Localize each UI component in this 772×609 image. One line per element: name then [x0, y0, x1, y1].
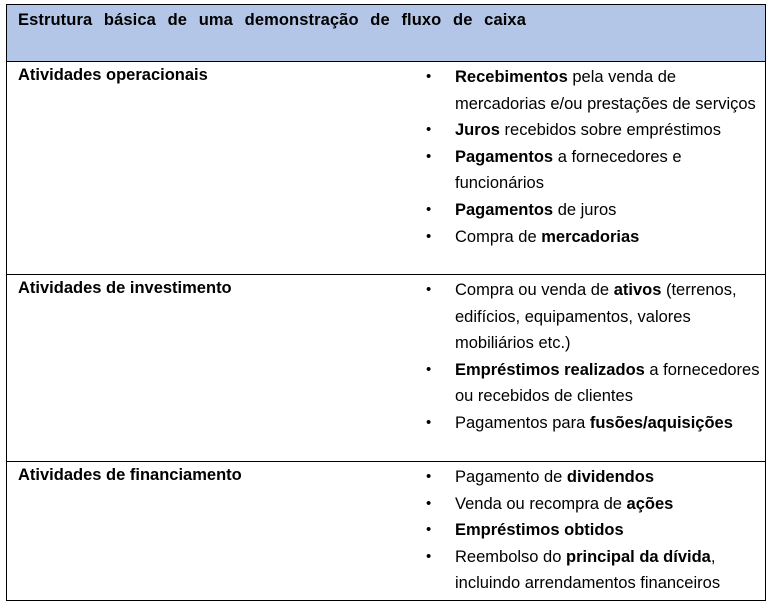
list-item [419, 464, 765, 491]
bullet-icon: • [426, 521, 432, 539]
item-text: Pagamentos para [455, 413, 590, 432]
list-item [419, 277, 765, 357]
item-text: Reembolso do [455, 547, 566, 566]
list-item [419, 197, 765, 224]
item-text: Pagamento de [455, 468, 567, 486]
item-text: a fornecedores ou recebidos de clientes [455, 360, 760, 406]
item-text: Compra de [455, 227, 542, 246]
item-text: Compra ou venda de [455, 281, 614, 299]
list-item [419, 410, 765, 437]
bold-text: Pagamentos [455, 147, 554, 166]
item-list [419, 275, 765, 461]
bold-text: ativos [613, 281, 662, 299]
bold-text: mercadorias [541, 227, 640, 246]
bullet-icon: • [426, 227, 432, 245]
bullet-icon: • [426, 281, 432, 298]
row-operating-activities [7, 62, 765, 275]
bold-text: dividendos [566, 468, 655, 486]
list-item [419, 64, 765, 117]
item-text: (terrenos, edifícios, equipamentos, valores mobiliários etc.) [455, 281, 737, 353]
bullet-icon: • [426, 68, 432, 85]
bullet-icon: • [426, 147, 432, 165]
bullet-icon: • [426, 413, 432, 431]
row-financing-activities [7, 462, 765, 600]
item-text: , incluindo arrendamentos financeiros [455, 547, 721, 593]
list-item [419, 144, 765, 197]
row-label: Atividades de investimento [18, 279, 232, 297]
list-item [419, 224, 765, 251]
bullet-icon: • [426, 360, 432, 378]
bold-text: Recebimentos [455, 68, 568, 86]
bold-text: Empréstimos obtidos [455, 521, 624, 540]
list-item [419, 517, 765, 544]
table-title: Estrutura básica de uma demonstração de fluxo de caixa [7, 5, 765, 62]
bullet-icon: • [426, 547, 432, 565]
item-text: recebidos sobre empréstimos [499, 121, 721, 140]
item-text: pela venda de mercadorias e/ou prestações de serviços [455, 68, 756, 113]
bold-text: Pagamentos [455, 200, 554, 219]
item-list [419, 462, 765, 600]
row-label: Atividades de financiamento [18, 466, 242, 484]
item-list [419, 62, 765, 274]
bold-text: ações [626, 494, 674, 513]
bullet-icon: • [426, 494, 432, 512]
list-item [419, 491, 765, 518]
item-text: Venda ou recompra de [455, 494, 627, 513]
bold-text: fusões/aquisições [589, 413, 733, 432]
row-investing-activities [7, 275, 765, 462]
bullet-icon: • [426, 200, 432, 218]
bold-text: Juros [455, 121, 500, 140]
list-item [419, 117, 765, 144]
bullet-icon: • [426, 468, 432, 485]
cash-flow-table [6, 4, 766, 601]
item-text: de juros [553, 200, 617, 219]
list-item [419, 357, 765, 410]
bold-text: Empréstimos realizados [455, 360, 645, 379]
item-text: a fornecedores e funcionários [455, 147, 682, 193]
list-item [419, 544, 765, 597]
bullet-icon: • [426, 121, 432, 139]
row-label: Atividades operacionais [18, 66, 208, 84]
bold-text: principal da dívida [565, 547, 711, 566]
